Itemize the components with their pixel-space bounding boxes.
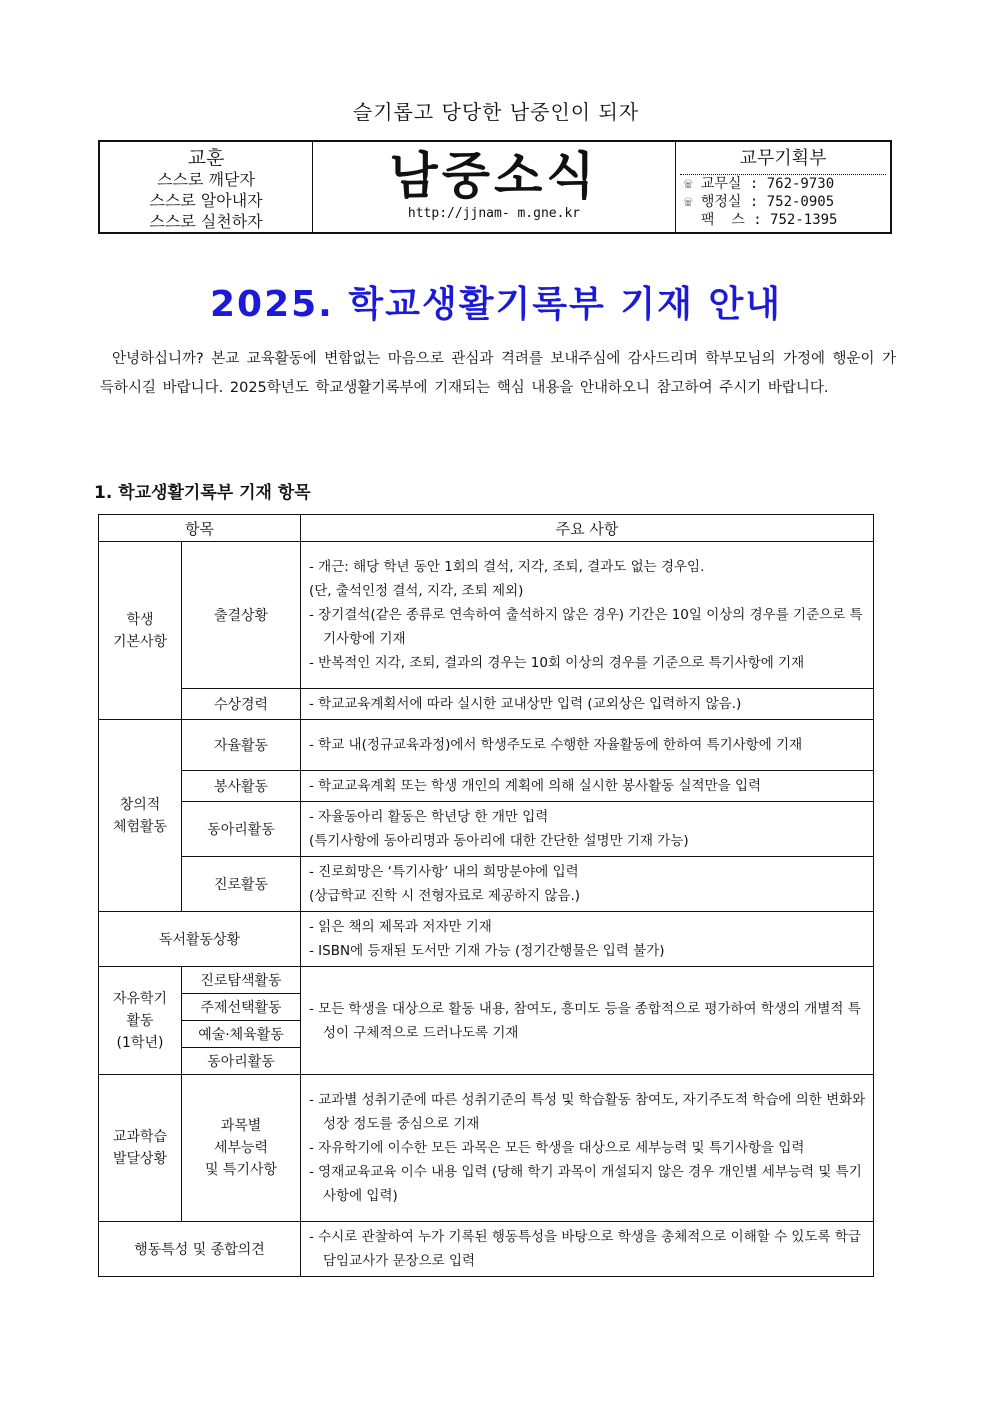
desc-line: - 학교 내(정규교육과정)에서 학생주도로 수행한 자율활동에 한하여 특기사항에 기재 — [309, 737, 803, 753]
item-cell: 봉사활동 — [182, 771, 301, 802]
desc-line: - 장기결석(같은 종류로 연속하여 출석하지 않은 경우) 기간은 10일 이상의 경우를 기준으로 특기사항에 기재 — [309, 607, 863, 647]
item-cell: 출결상황 — [182, 542, 301, 689]
intro-paragraph: 안녕하십니까? 본교 교육활동에 변함없는 마음으로 관심과 격려를 보내주심에 감사드리며 학부모님의 가정에 행운이 가득하시길 바랍니다. 2025학년도 학교생활기록부에 기재되는 핵심 내용을 안내하오니 참고하여 주시기 바랍니다. — [100, 351, 896, 396]
record-items-table — [98, 514, 874, 1277]
item-cell: 동아리활동 — [182, 1048, 301, 1075]
creed-line: 스스로 깨닫자 — [157, 170, 255, 189]
table-row — [99, 542, 874, 689]
description-cell — [301, 912, 874, 967]
desc-line: - 자율동아리 활동은 학년당 한 개만 입력 — [309, 809, 549, 825]
newspaper-banner — [313, 142, 676, 232]
desc-line: - ISBN에 등재된 도서만 기재 가능 (정기간행물은 입력 불가) — [309, 943, 665, 959]
creed-line: 스스로 실천하자 — [149, 212, 263, 231]
description-cell — [301, 771, 874, 802]
group-cell: 창의적 체험활동 — [99, 720, 182, 912]
item-cell: 동아리활동 — [182, 802, 301, 857]
desc-line: - 개근: 해당 학년 동안 1회의 결석, 지각, 조퇴, 결과도 없는 경우임. — [309, 559, 705, 575]
desc-line: - 읽은 책의 제목과 저자만 기재 — [309, 919, 492, 935]
document-title: 2025. 학교생활기록부 기재 안내 — [209, 284, 782, 325]
group-cell: 자유학기 활동 (1학년) — [99, 967, 182, 1075]
desc-line: (특기사항에 동아리명과 동아리에 대한 간단한 설명만 기재 가능) — [309, 833, 689, 849]
table-row — [99, 720, 874, 771]
table-row — [99, 1075, 874, 1222]
item-cell: 진로탐색활동 — [182, 967, 301, 994]
header-main: 주요 사항 — [301, 515, 874, 542]
creed-line: 스스로 알아내자 — [149, 191, 263, 210]
school-creed — [100, 142, 313, 232]
table-row — [99, 967, 874, 994]
table-row — [99, 802, 874, 857]
table-row — [99, 857, 874, 912]
contact-row: 팩 스 : 752-1395 — [684, 212, 838, 228]
description-cell — [301, 720, 874, 771]
school-motto: 슬기롭고 당당한 남중인이 되자 — [352, 100, 640, 124]
desc-line: - 영재교육교육 이수 내용 입력 (당해 학기 과목이 개설되지 않은 경우 개인별 세부능력 및 특기사항에 입력) — [309, 1164, 862, 1204]
item-cell: 예술·체육활동 — [182, 1021, 301, 1048]
description-cell — [301, 802, 874, 857]
desc-line: (상급학교 진학 시 전형자료로 제공하지 않음.) — [309, 888, 581, 904]
table-row — [99, 912, 874, 967]
group-cell: 독서활동상황 — [99, 912, 301, 967]
table-row — [99, 771, 874, 802]
table-row — [99, 1222, 874, 1277]
contact-row: ☏ 행정실 : 752-0905 — [684, 194, 835, 210]
description-cell — [301, 689, 874, 720]
newspaper-name: 남중소식 — [389, 147, 599, 205]
description-cell — [301, 542, 874, 689]
description-cell — [301, 967, 874, 1075]
group-cell: 행동특성 및 종합의견 — [99, 1222, 301, 1277]
header-item: 항목 — [99, 515, 301, 542]
contact-row: ☏ 교무실 : 762-9730 — [684, 176, 835, 192]
desc-line: - 학교교육계획 또는 학생 개인의 계획에 의해 실시한 봉사활동 실적만을 입력 — [309, 778, 762, 794]
table-row — [99, 689, 874, 720]
contact-info — [676, 142, 890, 232]
desc-line: - 수시로 관찰하여 누가 기록된 행동특성을 바탕으로 학생을 총체적으로 이해할 수 있도록 학급 담임교사가 문장으로 입력 — [309, 1229, 861, 1269]
desc-line: - 자유학기에 이수한 모든 과목은 모든 학생을 대상으로 세부능력 및 특기사항을 입력 — [309, 1140, 805, 1156]
desc-line: (단, 출석인정 결석, 지각, 조퇴 제외) — [309, 583, 524, 599]
group-cell: 교과학습 발달상황 — [99, 1075, 182, 1222]
department-name: 교무기획부 — [680, 142, 886, 175]
item-cell: 진로활동 — [182, 857, 301, 912]
desc-line: - 모든 학생을 대상으로 활동 내용, 참여도, 흥미도 등을 종합적으로 평가하여 학생의 개별적 특성이 구체적으로 드러나도록 기재 — [309, 1000, 861, 1041]
masthead — [98, 140, 892, 234]
school-url[interactable]: http://jjnam- m.gne.kr — [407, 206, 581, 221]
description-cell — [301, 1075, 874, 1222]
item-cell: 수상경력 — [182, 689, 301, 720]
table-header-row — [99, 515, 874, 542]
description-cell — [301, 857, 874, 912]
item-cell: 자율활동 — [182, 720, 301, 771]
description-cell — [301, 1222, 874, 1277]
desc-line: - 교과별 성취기준에 따른 성취기준의 특성 및 학습활동 참여도, 자기주도적 학습에 의한 변화와 성장 정도를 중심으로 기재 — [309, 1092, 866, 1132]
creed-title: 교훈 — [187, 147, 225, 169]
desc-line: - 반복적인 지각, 조퇴, 결과의 경우는 10회 이상의 경우를 기준으로 특기사항에 기재 — [309, 655, 805, 671]
desc-line: - 진로희망은 ‘특기사항’ 내의 희망분야에 입력 — [309, 864, 579, 880]
group-cell: 학생 기본사항 — [99, 542, 182, 720]
item-cell: 주제선택활동 — [182, 994, 301, 1021]
section-title: 1. 학교생활기록부 기재 항목 — [94, 483, 311, 503]
desc-line: - 학교교육계획서에 따라 실시한 교내상만 입력 (교외상은 입력하지 않음.) — [309, 696, 742, 712]
item-cell: 과목별 세부능력 및 특기사항 — [182, 1075, 301, 1222]
